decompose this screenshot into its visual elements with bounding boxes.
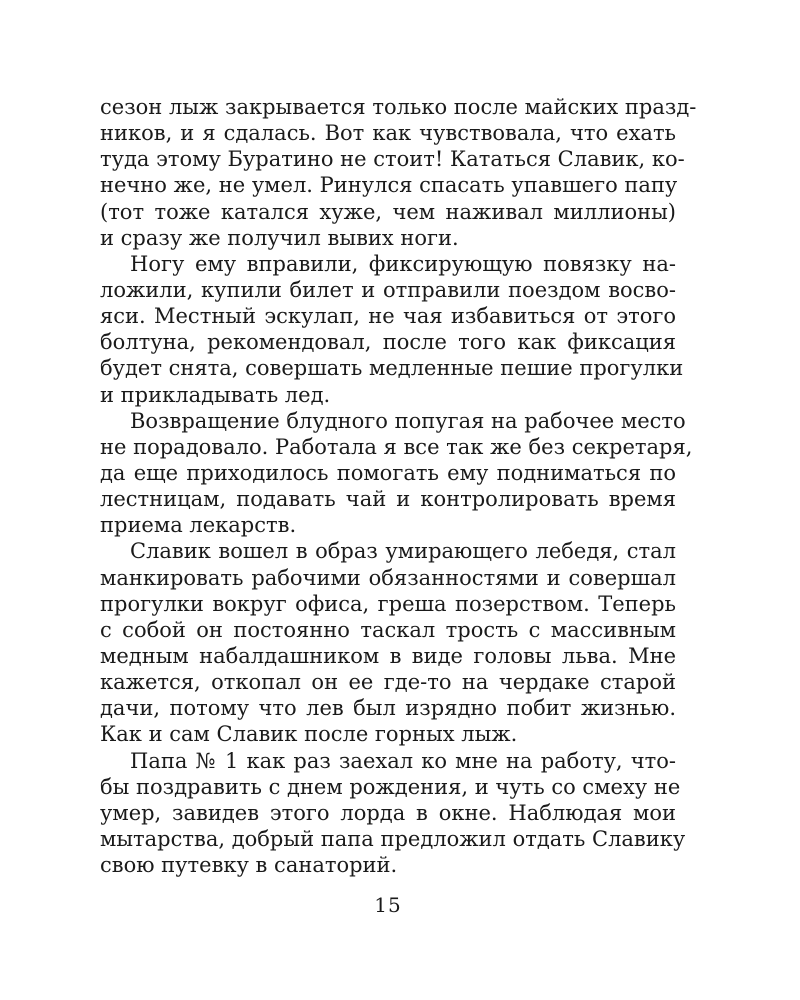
text-line: нечно же, не умел. Ринулся спасать упавшего папу (100, 173, 678, 198)
text-line: свою путевку в санаторий. (100, 853, 398, 878)
text-line: Папа № 1 как раз заехал ко мне на работу, что- (130, 748, 676, 773)
text-line: мытарства, добрый папа предложил отдать Славику (100, 826, 686, 851)
text-line: кажется, откопал он ее где-то на чердаке старой (100, 670, 676, 695)
page-number: 15 (374, 893, 402, 917)
text-line: болтуна, рекомендовал, после того как фиксация (100, 330, 676, 355)
text-line: ников, и я сдалась. Вот как чувствовала, что ехать (100, 121, 676, 146)
paragraph-1 (100, 94, 697, 251)
text-line: (тот тоже катался хуже, чем наживал миллионы) (100, 199, 676, 224)
body-text (100, 94, 697, 878)
text-line: ложили, купили билет и отправили поездом восво- (100, 277, 676, 302)
text-line: Как и сам Славик после горных лыж. (100, 722, 518, 747)
text-line: Возвращение блудного попугая на рабочее место (130, 408, 686, 433)
text-line: манкировать рабочими обязанностями и совершал (100, 565, 676, 590)
text-line: Славик вошел в образ умирающего лебедя, стал (130, 539, 676, 564)
text-line: яси. Местный эскулап, не чая избавиться от этого (100, 304, 676, 329)
text-line: Ногу ему вправили, фиксирующую повязку на- (130, 251, 676, 276)
text-line: да еще приходилось помогать ему подниматься по (100, 460, 676, 485)
paragraph-3 (100, 408, 693, 539)
text-line: туда этому Буратино не стоит! Кататься Славик, ко- (100, 147, 685, 172)
text-line: сезон лыж закрывается только после майских празд- (100, 95, 697, 119)
text-line: медным набалдашником в виде головы льва. Мне (100, 643, 676, 668)
text-line: бы поздравить с днем рождения, и чуть со смеху не (100, 774, 681, 799)
text-line: и прикладывать лед. (100, 382, 331, 407)
text-line: лестницам, подавать чай и контролировать время (100, 487, 676, 512)
text-line: с собой он постоянно таскал трость с массивным (100, 617, 676, 642)
text-line: дачи, потому что лев был изрядно побит жизнью. (100, 696, 676, 721)
paragraph-2 (100, 251, 684, 408)
paragraph-4 (100, 538, 676, 747)
text-line: умер, завидев этого лорда в окне. Наблюдая мои (100, 800, 676, 825)
text-line: прогулки вокруг офиса, греша позерством. Теперь (100, 591, 676, 616)
paragraph-5 (100, 748, 686, 879)
text-line: будет снята, совершать медленные пешие прогулки (100, 356, 684, 381)
text-line: не порадовало. Работала я все так же без секретаря, (100, 434, 693, 459)
text-line: и сразу же получил вывих ноги. (100, 225, 459, 250)
text-line: приема лекарств. (100, 513, 297, 538)
